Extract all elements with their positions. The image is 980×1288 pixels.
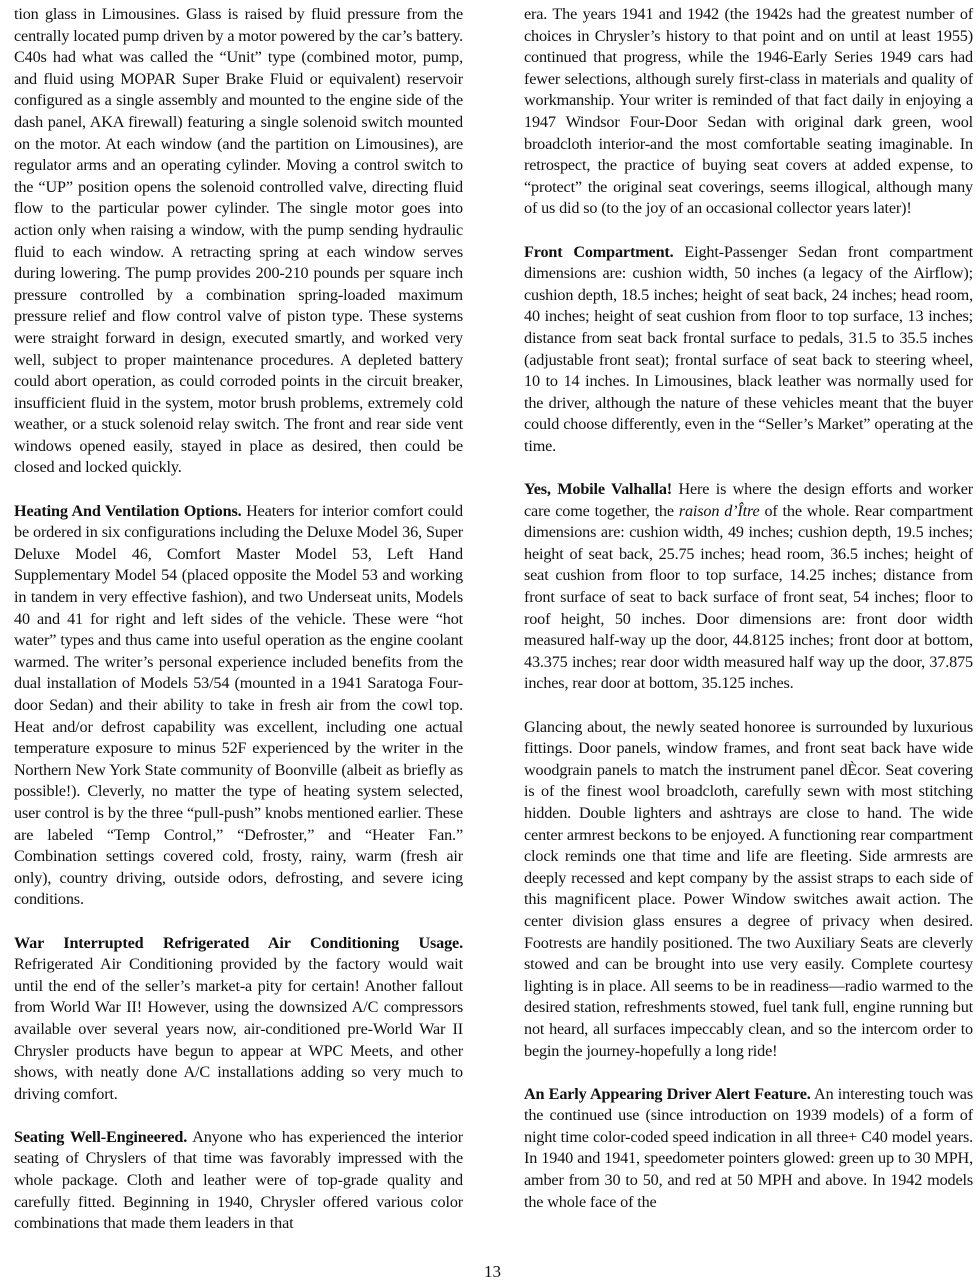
paragraph-text: era. The years 1941 and 1942 (the 1942s had the greatest number of choices in Chrysler’s history to that point and on until at least 1955) continued that progress, while the 1946-Early Series 1949 cars had fewer selections, although surely first-class in materials and quality of workmanship. Your writer is reminded of that fact daily in enjoying a 1947 Windsor Four-Door Sedan with original dark green, wool broadcloth interior-and the most comfortable seating imaginable. In retrospect, the practice of buying seat covers at added expense, to “protect” the original seat coverings, seems illogical, although many of us did so (to the joy of an occasional collector years later)! [524,5,973,218]
paragraph-text: Heaters for interior comfort could be ordered in six configurations including the Deluxe Model 36, Super Deluxe Model 46, Comfort Master Model 53, Left Hand Supplementary Model 54 (placed opposite the Model 53 and working in tandem in very effective fashion), and two Underseat units, Models 40 and 41 for right and left sides of the vehicle. These were “hot water” types and thus came into useful operation as the engine coolant warmed. The writer’s personal experience included benefits from the dual installation of Models 53/54 (mounted in a 1941 Saratoga Four-door Sedan) and their ability to take in fresh air from the cowl top. Heat and/or defrost capability was excellent, including one actual temperature exposure to minus 52F experienced by the writer in the Northern New York State community of Boonville (albeit as briefly as possible!). Cleverly, no matter the type of heating system selected, user control is by the three “pull-push” knobs mentioned earlier. These are labeled “Temp Control,” “Defroster,” and “Heater Fan.” Combination settings covered cold, frosty, rainy, warm (fresh air only), country driving, outside odors, defrosting, and severe icing conditions. [14,501,464,909]
paragraph-luxurious-fittings [524,717,973,1063]
paragraph-air-conditioning [14,933,463,1106]
paragraph-text: Glancing about, the newly seated honoree is surrounded by luxurious fittings. Door panels, window frames, and front seat back have wide woodgrain panels to match the instrument panel dÈcor. Seat covering is of the finest wool broadcloth, carefully sewn with most stitching hidden. Double lighters and ashtrays are close to hand. The wide center armrest beckons to be enjoyed. A functioning rear compartment clock reminds one that time and life are fleeting. Side armrests are deeply recessed and kept company by the assist straps to each side of this magnificent place. Power Window switches await action. The center division glass ensures a degree of privacy when desired. Footrests are handily positioned. The two Auxiliary Seats are cleverly stowed and can be brought into use very easily. Complete courtesy lighting is in place. All seems to be in readiness—radio warmed to the desired station, refreshments stowed, fuel tank full, engine running but not heard, all surfaces impeccably clean, and so the intercom order to begin the journey-hopefully a long ride! [524,717,973,1060]
left-column [14,4,463,1235]
section-heading: Seating Well-Engineered. [14,1127,188,1146]
paragraph-seating-continued [524,4,973,220]
italic-phrase: raison d’Ître [678,501,760,520]
paragraph-power-windows [14,4,463,479]
paragraph-text: Anyone who has experienced the interior seating of Chryslers of that time was favorably impressed with the whole package. Cloth and leather were of top-grade quality and carefully fitted. Beginning in 1940, Chrysler offered various color combinations that made them leaders in that [14,1127,463,1233]
paragraph-mobile-valhalla [524,479,973,695]
section-heading: War Interrupted Refrigerated Air Conditioning Usage. [14,933,463,952]
section-heading: Heating And Ventilation Options. [14,501,242,520]
section-heading: Yes, Mobile Valhalla! [524,480,673,499]
section-heading: Front Compartment. [524,242,674,261]
paragraph-text: tion glass in Limousines. Glass is raised by fluid pressure from the centrally located pump driven by a motor powered by the car’s battery. C40s had what was called the “Unit” type (combined motor, pump, and fluid using MOPAR Super Brake Fluid or equivalent) reservoir configured as a single assembly and mounted to the engine side of the dash panel, AKA firewall) featuring a single solenoid switch mounted on the motor. At each window (and the partition on Limousines), are regulator arms and an operating cylinder. Moving a control switch to the “UP” position opens the solenoid controlled valve, directing fluid flow to the particular power cylinder. The single motor goes into action only when raising a window, with the pump sending hydraulic fluid to each window. A retracting spring at each window serves during lowering. The pump provides 200-210 pounds per square inch pressure controlled by a combination spring-loaded maximum pressure relief and flow control valve of piston type. These systems were straight forward in design, executed smartly, and worked very well, subject to proper maintenance procedures. A depleted battery could abort operation, as could corroded points in the circuit breaker, insufficient fluid in the system, motor brush problems, extremely cold weather, or a stuck solenoid relay switch. The front and rear side vent windows opened easily, stayed in place as desired, then could be closed and locked quickly. [14,5,463,477]
right-column [524,4,973,1213]
section-heading: An Early Appearing Driver Alert Feature. [524,1084,811,1103]
paragraph-text: Here is where the design efforts and worker care come together, the [524,480,973,520]
paragraph-driver-alert [524,1084,973,1214]
paragraph-heating-ventilation [14,501,463,911]
paragraph-text: of the whole. Rear compartment dimensions are: cushion width, 49 inches; cushion depth, 19.5 inches; height of seat back, 25.75 inches; head room, 36.5 inches; height of seat cushion from floor to top surface, 14.25 inches; distance from front surface of seat to back surface of front seat, 54 inches; floor to roof height, 50 inches. Door dimensions are: front door width measured half-way up the door, 44.8125 inches; front door at bottom, 43.375 inches; rear door width measured half way up the door, 37.875 inches, rear door at bottom, 35.125 inches. [524,501,973,693]
paragraph-text: Refrigerated Air Conditioning provided by the factory would wait until the end of the seller’s market-a pity for certain! Another fallout from World War II! However, using the downsized A/C compressors available over several years now, air-conditioned pre-World War II Chrysler products have begun to appear at WPC Meets, and other shows, with neatly done A/C installations adding so very much to driving comfort. [14,955,463,1103]
paragraph-front-compartment [524,242,973,458]
paragraph-text: An interesting touch was the continued use (since introduction on 1939 models) of a form of night time color-coded speed indication in all three+ C40 model years. In 1940 and 1941, speedometer pointers glowed: green up to 30 MPH, amber from 30 to 50, and red at 50 MPH and above. In 1942 models the whole face of the [524,1084,973,1211]
paragraph-text: Eight-Passenger Sedan front compartment dimensions are: cushion width, 50 inches (a legacy of the Airflow); cushion depth, 18.5 inches; height of seat back, 24 inches; head room, 40 inches; height of seat cushion from floor to top surface, 13 inches; distance from seat back frontal surface to pedals, 31.5 to 35.5 inches (adjustable front seat); frontal surface of seat back to steering wheel, 10 to 14 inches. In Limousines, black leather was normally used for the driver, although the nature of these vehicles meant that the buyer could choose differently, even in the “Seller’s Market” operating at the time. [524,242,973,455]
page-number: 13 [484,1262,501,1281]
paragraph-seating [14,1127,463,1235]
